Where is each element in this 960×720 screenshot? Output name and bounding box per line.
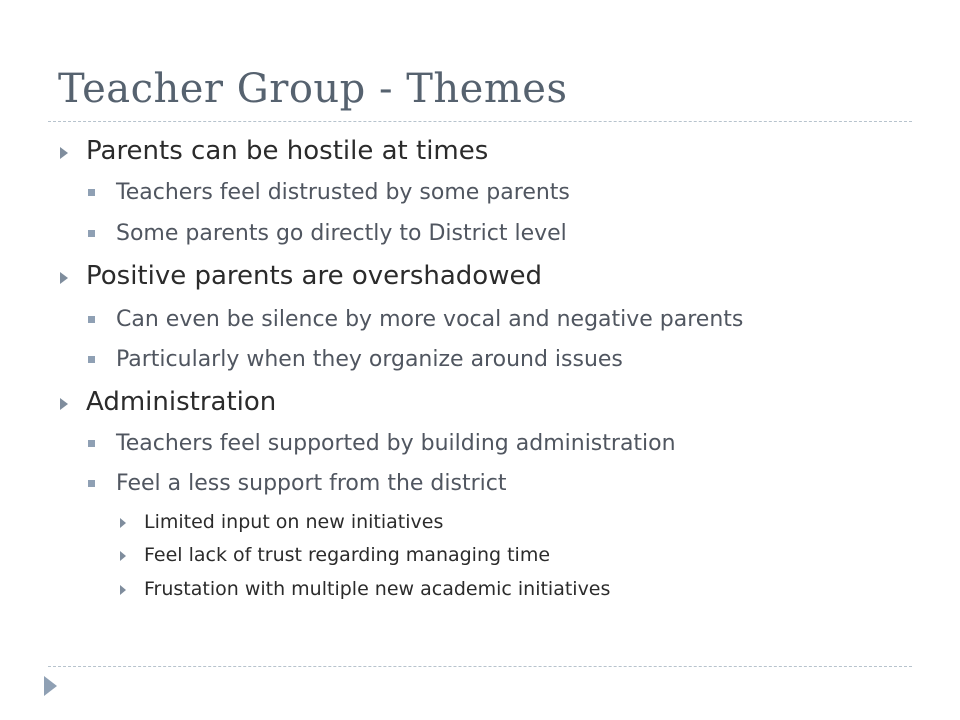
bullet-level2: Particularly when they organize around issues: [116, 347, 623, 372]
square-bullet-icon: [88, 316, 95, 323]
triangle-decoration-icon: [44, 676, 57, 696]
square-bullet-icon: [88, 440, 95, 447]
triangle-bullet-icon: [60, 147, 68, 159]
bullet-level3: Limited input on new initiatives: [144, 511, 444, 533]
triangle-bullet-icon: [60, 398, 68, 410]
square-bullet-icon: [88, 480, 95, 487]
title-divider: [48, 121, 912, 122]
bullet-level2: Can even be silence by more vocal and negative parents: [116, 307, 744, 332]
bullet-level2: Feel a less support from the district: [116, 471, 507, 496]
bullet-level1: Parents can be hostile at times: [86, 136, 489, 166]
footer-divider: [48, 666, 912, 667]
bullet-level2: Some parents go directly to District level: [116, 221, 567, 246]
bullet-level3: Frustation with multiple new academic initiatives: [144, 578, 611, 600]
triangle-bullet-icon: [60, 272, 68, 284]
triangle-bullet-icon: [120, 585, 126, 595]
square-bullet-icon: [88, 230, 95, 237]
square-bullet-icon: [88, 189, 95, 196]
square-bullet-icon: [88, 356, 95, 363]
bullet-level1: Positive parents are overshadowed: [86, 261, 542, 291]
bullet-level3: Feel lack of trust regarding managing time: [144, 544, 551, 566]
slide-title: Teacher Group - Themes: [58, 66, 568, 112]
bullet-level2: Teachers feel supported by building administration: [116, 431, 676, 456]
triangle-bullet-icon: [120, 518, 126, 528]
bullet-level2: Teachers feel distrusted by some parents: [116, 180, 570, 205]
bullet-level1: Administration: [86, 387, 277, 417]
triangle-bullet-icon: [120, 551, 126, 561]
